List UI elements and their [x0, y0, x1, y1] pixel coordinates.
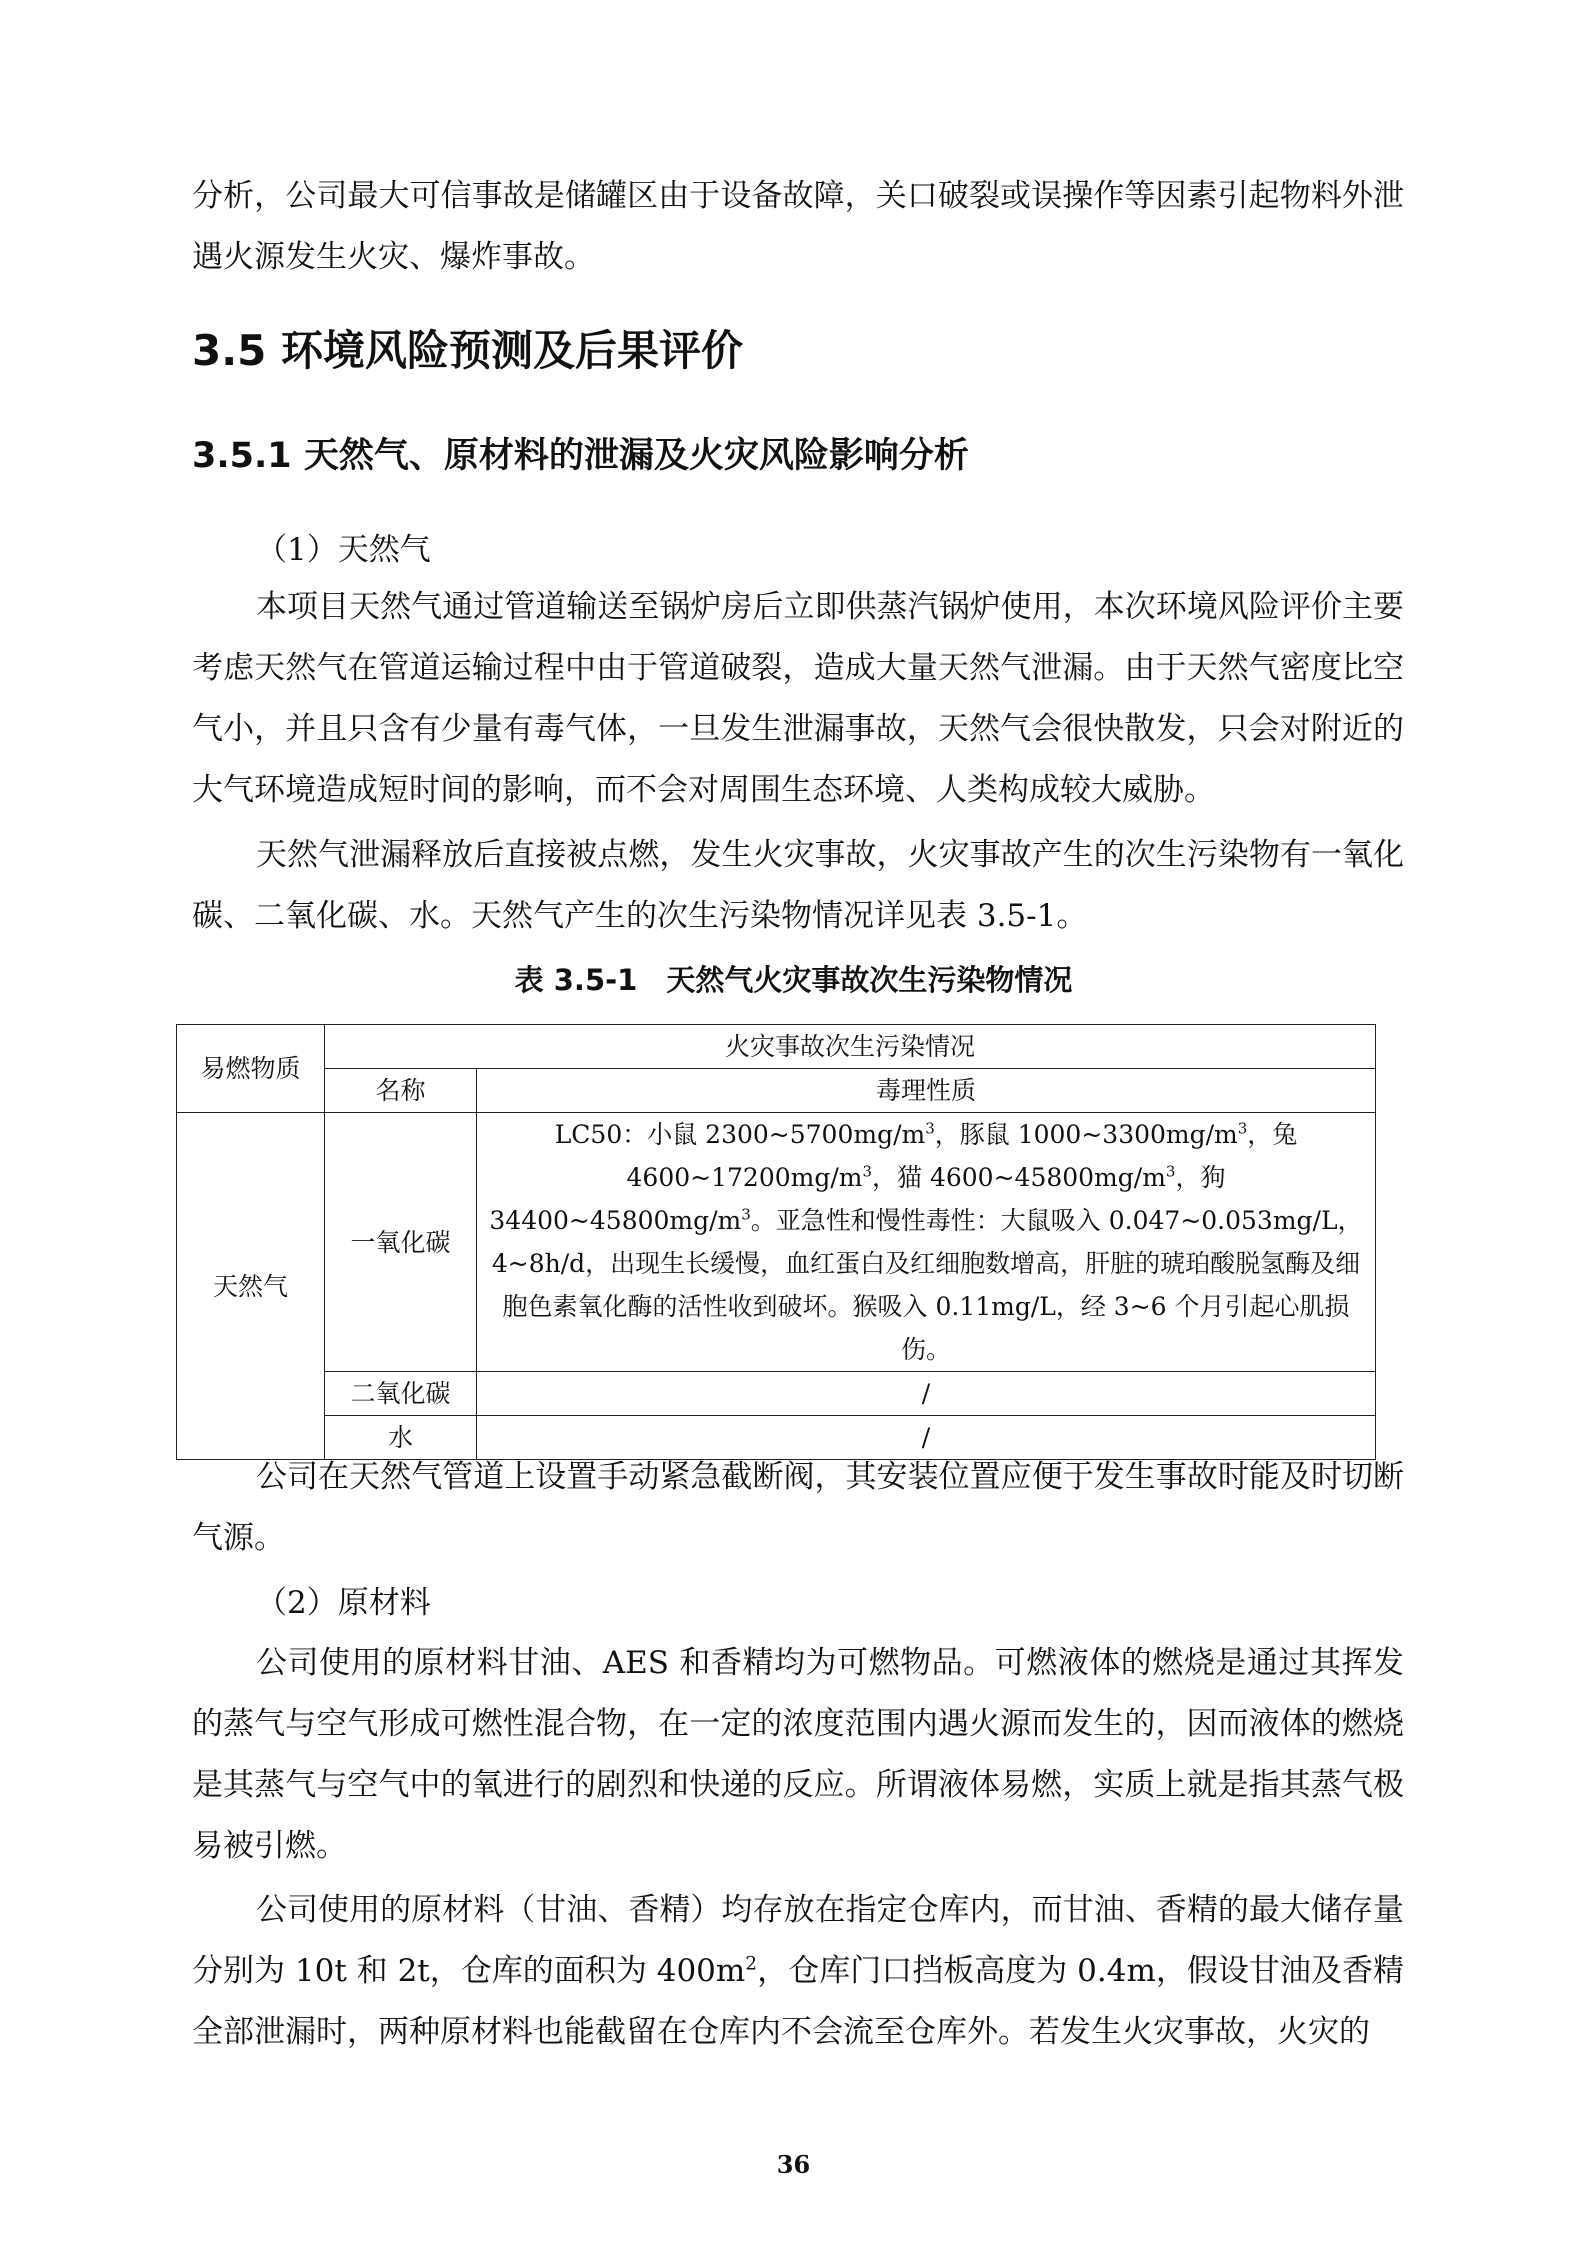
natural-gas-label: （1）天然气 [256, 532, 431, 568]
table-row [177, 1113, 1376, 1372]
header-toxicology: 毒理性质 [477, 1069, 1376, 1113]
raw-material-paragraph-1: 公司使用的原材料甘油、AES 和香精均为可燃物品。可燃液体的燃烧是通过其挥发的蒸气与空气形成可燃性混合物，在一定的浓度范围内遇火源而发生的，因而液体的燃烧是其蒸气与空气中的氧进行的剧烈和快递的反应。所谓液体易燃，实质上就是指其蒸气极易被引燃。 [192, 1645, 1404, 1864]
table-subheader-row [177, 1069, 1376, 1113]
tox-text: ，猫 4600~45800mg/m [872, 1163, 1166, 1192]
superscript: 3 [925, 1119, 935, 1138]
superscript: 2 [745, 1953, 758, 1975]
page-number: 36 [776, 2150, 811, 2179]
section-heading: 3.5 环境风险预测及后果评价 [192, 326, 744, 375]
pollutant-name: 水 [325, 1416, 477, 1460]
pollutant-table [176, 1024, 1376, 1460]
tox-text: 。亚急性和慢性毒性：大鼠吸入 0.047~0.053mg/L，4~8h/d，出现生长缓慢，血红蛋白及红细胞数增高，肝脏的琥珀酸脱氢酶及细胞色素氧化酶的活性收到破坏。猴吸入 0.11mg/L，经 3~6 个月引起心肌损伤。 [491, 1206, 1363, 1364]
superscript: 3 [1237, 1119, 1248, 1138]
header-substance: 易燃物质 [177, 1025, 325, 1113]
raw-material-label: （2）原材料 [256, 1585, 431, 1621]
paragraph-text: ，仓库门口挡板高度为 0.4m，假设甘油及香精全部泄漏时，两种原材料也能截留在仓库内不会流至仓库外。若发生火灾事故，火灾的 [192, 1953, 1404, 2050]
pollutant-name: 二氧化碳 [325, 1372, 477, 1416]
superscript: 3 [862, 1162, 873, 1181]
superscript: 3 [1165, 1162, 1176, 1181]
header-group: 火灾事故次生污染情况 [325, 1025, 1376, 1069]
toxicology-cell: / [477, 1372, 1376, 1416]
pollutant-name: 一氧化碳 [325, 1113, 477, 1372]
tox-text: ，豚鼠 1000~3300mg/m [934, 1120, 1238, 1149]
table-row [177, 1372, 1376, 1416]
subsection-heading: 3.5.1 天然气、原材料的泄漏及火灾风险影响分析 [192, 436, 969, 476]
superscript: 3 [741, 1205, 751, 1224]
raw-material-paragraph-2 [192, 1880, 1404, 2063]
table-header-row [177, 1025, 1376, 1069]
tox-text: ，狗 34400~45800mg/m [489, 1163, 1226, 1235]
header-name: 名称 [325, 1069, 477, 1113]
toxicology-cell [477, 1113, 1376, 1372]
intro-paragraph: 分析，公司最大可信事故是储罐区由于设备故障，关口破裂或误操作等因素引起物料外泄遇火源发生火灾、爆炸事故。 [192, 178, 1404, 275]
substance-cell: 天然气 [177, 1113, 325, 1460]
paragraph-text: 公司使用的原材料（甘油、香精）均存放在指定仓库内，而甘油、香精的最大储存量分别为 10t 和 2t，仓库的面积为 400m [192, 1892, 1404, 1989]
tox-text: ，兔 4600~17200mg/m [626, 1120, 1298, 1192]
toxicology-cell: / [477, 1416, 1376, 1460]
after-table-paragraph: 公司在天然气管道上设置手动紧急截断阀，其安装位置应便于发生事故时能及时切断气源。 [192, 1459, 1404, 1556]
natural-gas-paragraph-2: 天然气泄漏释放后直接被点燃，发生火灾事故，火灾事故产生的次生污染物有一氧化碳、二氧化碳、水。天然气产生的次生污染物情况详见表 3.5-1。 [192, 837, 1404, 934]
tox-text: LC50：小鼠 2300~5700mg/m [554, 1120, 926, 1149]
table-caption: 表 3.5-1 天然气火灾事故次生污染物情况 [514, 963, 1073, 997]
natural-gas-paragraph-1: 本项目天然气通过管道输送至锅炉房后立即供蒸汽锅炉使用，本次环境风险评价主要考虑天然气在管道运输过程中由于管道破裂，造成大量天然气泄漏。由于天然气密度比空气小，并且只含有少量有毒气体，一旦发生泄漏事故，天然气会很快散发，只会对附近的大气环境造成短时间的影响，而不会对周围生态环境、人类构成较大威胁。 [192, 589, 1404, 808]
